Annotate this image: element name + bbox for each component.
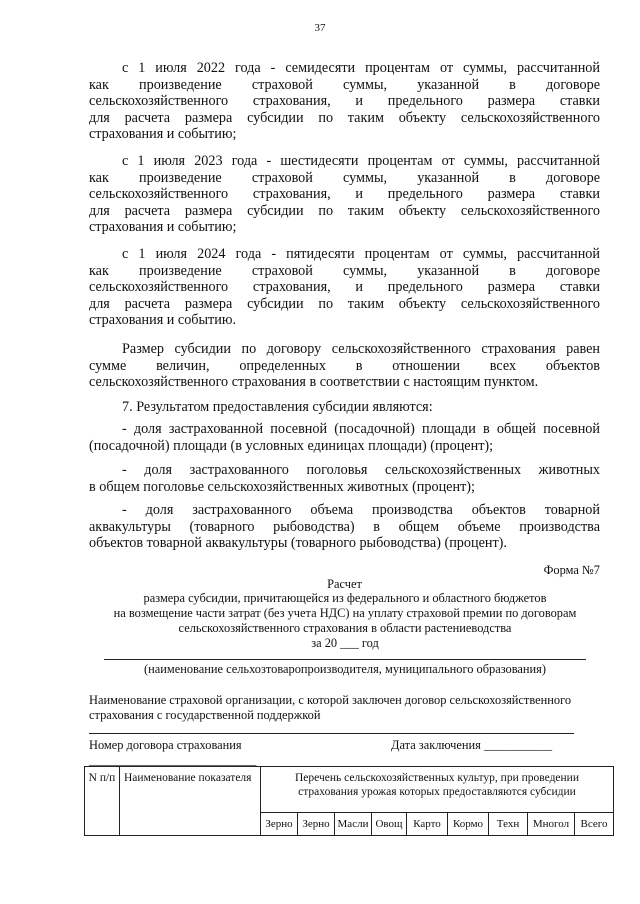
insurer-line: страхования с государственной поддержкой bbox=[89, 708, 321, 722]
insurer-underline bbox=[89, 733, 574, 734]
subtitle-line: размера субсидии, причитающейся из федерального и областного бюджетов bbox=[143, 591, 547, 605]
text-line: как произведение страховой суммы, указанной в договоре bbox=[89, 262, 600, 279]
page-number: 37 bbox=[314, 22, 326, 34]
subtitle-line: сельскохозяйственного страхования в области растениеводства bbox=[178, 621, 512, 635]
text-line: сельскохозяйственного страхования, и предельного размера ставки bbox=[89, 186, 600, 203]
text-line: страхования и событию. bbox=[89, 312, 236, 329]
paragraph-subsidy-amount bbox=[89, 341, 600, 391]
text-line: Размер субсидии по договору сельскохозяйственного страхования равен bbox=[122, 341, 600, 357]
subtitle-line: на возмещение части затрат (без учета НДС) на уплату страховой премии по договорам bbox=[113, 606, 577, 620]
text-line: объектов товарной аквакультуры (товарного рыбоводства) (процент). bbox=[89, 535, 507, 552]
paragraph-july-2022 bbox=[89, 60, 600, 143]
text-line: - доля застрахованного объема производства объектов товарной bbox=[122, 502, 600, 518]
text-line: с 1 июля 2024 года - пятидесяти процентам от суммы, рассчитанной bbox=[122, 246, 600, 262]
form-title: Расчет bbox=[327, 577, 362, 591]
text-line: страхования и событию; bbox=[89, 219, 237, 236]
crop-header: Овощ bbox=[372, 812, 407, 835]
text-line: - доля застрахованного поголовья сельскохозяйственных животных bbox=[122, 462, 600, 478]
table-header-row bbox=[85, 767, 614, 813]
crops-group-header: Перечень сельскохозяйственных культур, при проведении страхования урожая которых предоставляются субсидии bbox=[261, 767, 614, 813]
name-underline bbox=[104, 659, 586, 660]
form-label: Форма №7 bbox=[543, 563, 600, 577]
contract-date: Дата заключения ___________ bbox=[391, 738, 553, 752]
text-line: с 1 июля 2023 года - шестидесяти процентам от суммы, рассчитанной bbox=[122, 153, 600, 169]
crop-header: Техн bbox=[489, 812, 528, 835]
form-subtitle bbox=[80, 591, 610, 651]
crop-header: Многол bbox=[528, 812, 575, 835]
text-line: сельскохозяйственного страхования, и предельного размера ставки bbox=[89, 279, 600, 296]
crop-header: Всего bbox=[575, 812, 614, 835]
paragraph-livestock bbox=[89, 462, 600, 495]
contract-number: Номер договора страхования ___________________________ bbox=[89, 738, 257, 767]
text-line: как произведение страховой суммы, указанной в договоре bbox=[89, 76, 600, 93]
text-line: в общем поголовье сельскохозяйственных животных (процент); bbox=[89, 478, 475, 495]
text-line: с 1 июля 2022 года - семидесяти процентам от суммы, рассчитанной bbox=[122, 60, 600, 76]
col-name-header: Наименование показателя bbox=[120, 767, 261, 836]
text-line: страхования и событию; bbox=[89, 126, 237, 143]
text-line: для расчета размера субсидии по таким объекту сельскохозяйственного bbox=[89, 109, 600, 126]
col-n-header: N п/п bbox=[85, 767, 120, 836]
paragraph-aquaculture bbox=[89, 502, 600, 552]
crop-header: Масли bbox=[335, 812, 372, 835]
crop-header: Карто bbox=[407, 812, 448, 835]
paragraph-sown-area bbox=[89, 421, 600, 454]
text-line: - доля застрахованной посевной (посадочной) площади в общей посевной bbox=[122, 421, 600, 437]
paragraph-july-2023 bbox=[89, 153, 600, 236]
insurer-line: Наименование страховой организации, с которой заключен договор сельскохозяйственного bbox=[89, 693, 572, 707]
subsidy-table bbox=[84, 766, 614, 836]
text-line: как произведение страховой суммы, указанной в договоре bbox=[89, 169, 600, 186]
subtitle-line: за 20 ___ год bbox=[311, 636, 379, 650]
insurer-label bbox=[89, 693, 609, 723]
text-line: сельскохозяйственного страхования, и предельного размера ставки bbox=[89, 93, 600, 110]
text-line: для расчета размера субсидии по таким объекту сельскохозяйственного bbox=[89, 202, 600, 219]
text-line: (посадочной) площади (в условных единицах площади) (процент); bbox=[89, 437, 494, 454]
text-line: аквакультуры (товарного рыбоводства) в общем объеме производства bbox=[89, 518, 600, 535]
name-caption: (наименование сельхозтоваропроизводителя, муниципального образования) bbox=[143, 662, 546, 676]
text-line: для расчета размера субсидии по таким объекту сельскохозяйственного bbox=[89, 295, 600, 312]
crop-header: Зерно bbox=[261, 812, 298, 835]
text-line: сумме величин, определенных в отношении всех объектов bbox=[89, 357, 600, 374]
crop-header: Зерно bbox=[298, 812, 335, 835]
crop-header: Кормо bbox=[448, 812, 489, 835]
paragraph-point-7 bbox=[89, 399, 600, 416]
text-line: сельскохозяйственного страхования в соответствии с настоящим пунктом. bbox=[89, 374, 539, 391]
paragraph-july-2024 bbox=[89, 246, 600, 329]
text-line: 7. Результатом предоставления субсидии являются: bbox=[122, 399, 433, 415]
